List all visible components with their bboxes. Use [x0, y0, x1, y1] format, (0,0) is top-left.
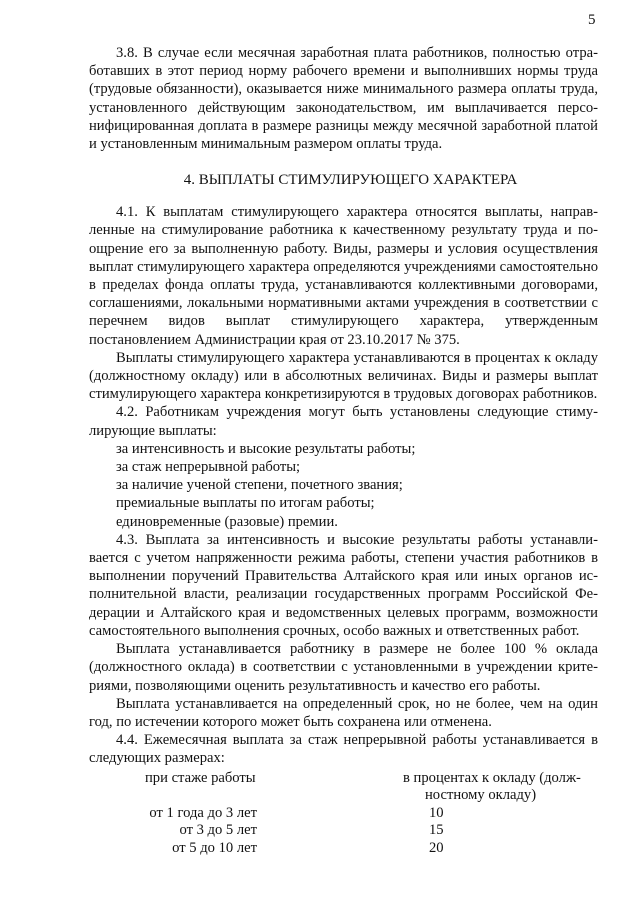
list-item: за стаж непрерывной работы; — [116, 459, 301, 476]
page-number: 5 — [588, 12, 596, 28]
paragraph-4-1-continued: Выплаты стимулирующего характера устанавливаются в процентах к окладу (должностному окладу) или в абсолютных величинах. Виды и размеры выплат стимулирующего характера конкретизируются в трудовых договорах работников. — [89, 349, 598, 403]
list-item: за наличие ученой степени, почетного звания; — [116, 477, 403, 494]
table-cell-percent: 15 — [429, 822, 444, 839]
table-row — [89, 840, 444, 858]
paragraph-3-8: 3.8. В случае если месячная заработная плата работников, полностью отработавших в этот период норму рабочего времени и выполнивших нормы труда (трудовые обязанности), оказывается ниже минимального размера оплаты труда, установленного действующим законодательством, им выплачивается персонифицированная доплата в размере разницы между месячной заработной платой и установленным минимальным размером оплаты труда. — [89, 45, 598, 153]
seniority-rate-rows — [89, 805, 444, 858]
list-item: единовременные (разовые) премии. — [116, 513, 338, 530]
paragraph-4-1: 4.1. К выплатам стимулирующего характера относятся выплаты, направленные на стимулирование работника к качественному результату труда и поощрение его за выполненную работу. Виды, размеры и условия осуществления выплат стимулирующего характера определяются учреждениями самостоятельно в пределах фонда оплаты труда, устанавливаются коллективными договорами, соглашениями, локальными нормативными актами учреждения в соответствии с перечнем видов выплат стимулирующего характера, утвержденным постановлением Администрации края от 23.10.2017 № 375. — [89, 204, 598, 348]
table-cell-period: от 3 до 5 лет — [179, 822, 257, 839]
table-header-percent-line1: в процентах к окладу (долж- — [403, 769, 581, 786]
table-cell-percent: 20 — [429, 839, 444, 856]
table-cell-period: от 1 года до 3 лет — [149, 804, 257, 821]
paragraph-4-4: 4.4. Ежемесячная выплата за стаж непрерывной работы устанавливается в следующих размерах: — [89, 732, 598, 767]
section-4-heading: 4. ВЫПЛАТЫ СТИМУЛИРУЮЩЕГО ХАРАКТЕРА — [183, 172, 518, 189]
paragraph-4-3-amount: Выплата устанавливается работнику в размере не более 100 % оклада (должностного оклада) в соответствии с установленными в учреждении критериями, позволяющими оценить результативность и качество его работы. — [89, 641, 598, 694]
table-row — [89, 822, 444, 840]
paragraph-4-3: 4.3. Выплата за интенсивность и высокие результаты работы устанавливается с учетом напряженности режима работы, степени участия работников в выполнении поручений Правительства Алтайского края или иных органов исполнительной власти, реализации государственных программ Российской Федерации и Алтайского края и ведомственных целевых программ, возможности самостоятельного выполнения срочных, особо важных и ответственных работ. — [89, 531, 598, 639]
table-cell-period: от 5 до 10 лет — [172, 839, 257, 856]
page-content — [89, 44, 598, 857]
table-header-percent — [393, 770, 581, 805]
table-header-period: при стаже работы — [145, 769, 256, 786]
seniority-rate-table — [89, 770, 581, 805]
table-row — [89, 805, 444, 823]
paragraph-4-2: 4.2. Работникам учреждения могут быть установлены следующие стимулирующие выплаты: — [89, 404, 598, 439]
table-header-row — [89, 770, 581, 805]
list-item: премиальные выплаты по итогам работы; — [116, 495, 375, 512]
paragraph-4-3-term: Выплата устанавливается на определенный срок, но не более, чем на один год, по истечении которого может быть сохранена или отменена. — [89, 695, 598, 730]
table-header-percent-line2: ностному окладу) — [425, 787, 537, 804]
table-cell-percent: 10 — [429, 804, 444, 821]
list-item: за интенсивность и высокие результаты работы; — [116, 440, 416, 457]
